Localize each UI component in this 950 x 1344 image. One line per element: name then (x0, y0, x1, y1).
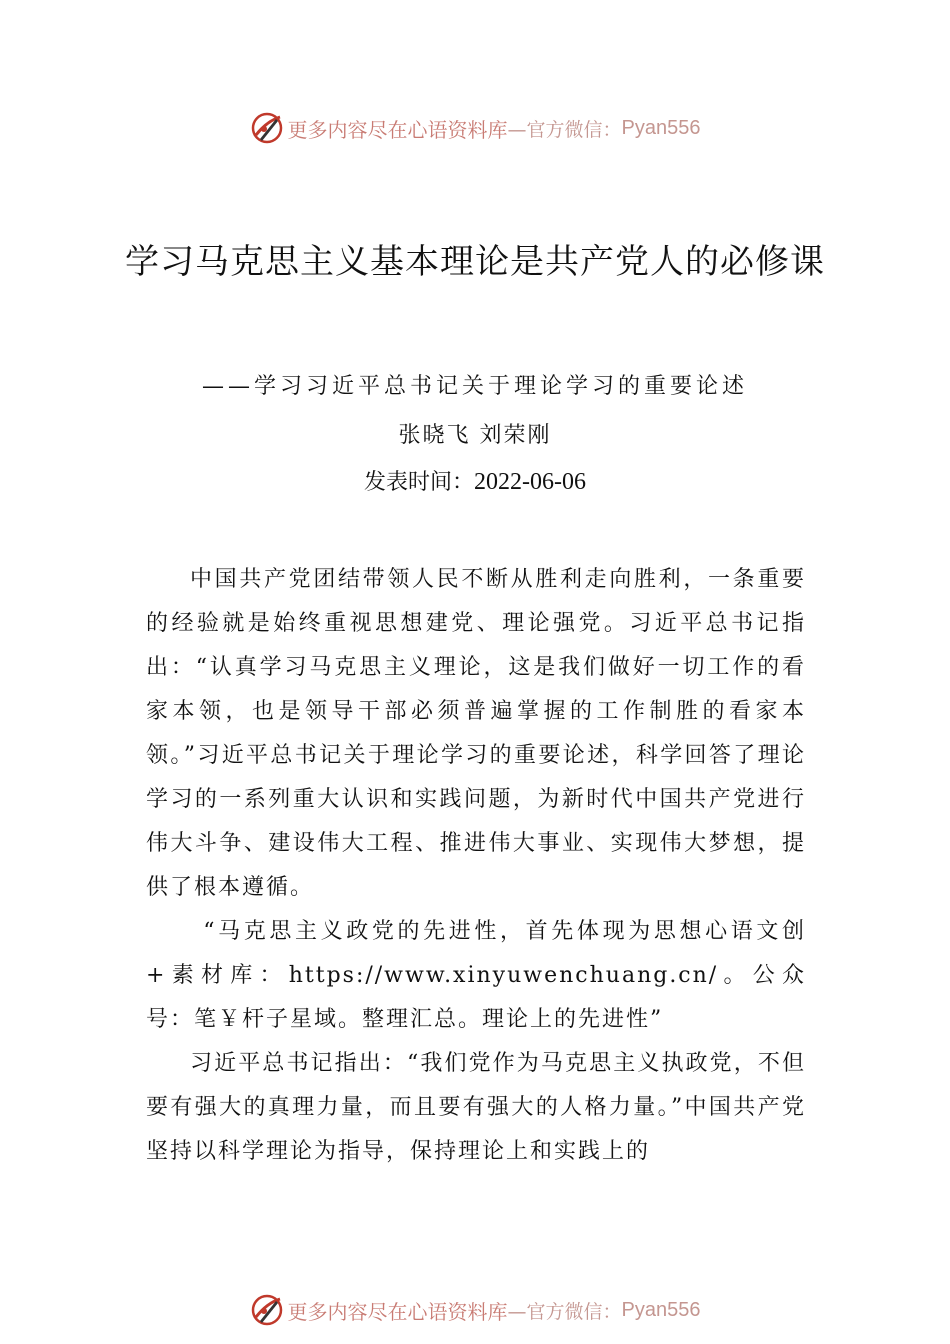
watermark-wechat-id: Pyan556 (621, 1298, 701, 1321)
publish-date (0, 465, 950, 496)
watermark-label: —官方微信： (507, 118, 622, 141)
article-authors: 张晓飞 刘荣刚 (398, 423, 552, 448)
publish-date-value: 2022-06-06 (474, 469, 586, 495)
article-body (146, 558, 806, 1174)
article-title: 学习马克思主义基本理论是共产党人的必修课 (125, 242, 825, 282)
body-paragraph: 习近平总书记指出：“我们党作为马克思主义执政党，不但要有强大的真理力量，而且要有强大的人格力量。”中国共产党坚持以科学理论为指导，保持理论上和实践上的 (146, 1051, 806, 1164)
pen-logo-icon (250, 1293, 284, 1327)
watermark-footer (0, 1290, 950, 1330)
watermark-label: —官方微信： (507, 1300, 622, 1323)
watermark-header (0, 108, 950, 148)
body-paragraph: 中国共产党团结带领人民不断从胜利走向胜利，一条重要的经验就是始终重视思想建党、理论强党。习近平总书记指出：“认真学习马克思主义理论，这是我们做好一切工作的看家本领，也是领导干部必须普遍掌握的工作制胜的看家本领。”习近平总书记关于理论学习的重要论述，科学回答了理论学习的一系列重大认识和实践问题，为新时代中国共产党进行伟大斗争、建设伟大工程、推进伟大事业、实现伟大梦想，提供了根本遵循。 (146, 567, 806, 900)
article-subtitle: ——学习习近平总书记关于理论学习的重要论述 (201, 374, 748, 399)
watermark-wechat-id: Pyan556 (621, 116, 701, 139)
pen-logo-icon (250, 111, 284, 145)
watermark-brand: 更多内容尽在心语资料库 (287, 1299, 508, 1324)
watermark-brand: 更多内容尽在心语资料库 (287, 117, 508, 142)
body-paragraph: “马克思主义政党的先进性，首先体现为思想心语文创+素材库：https://www.xinyuwenchuang.cn/。公众号：笔￥杆子星域。整理汇总。理论上的先进性” (146, 919, 806, 1032)
publish-date-label: 发表时间： (364, 470, 475, 495)
